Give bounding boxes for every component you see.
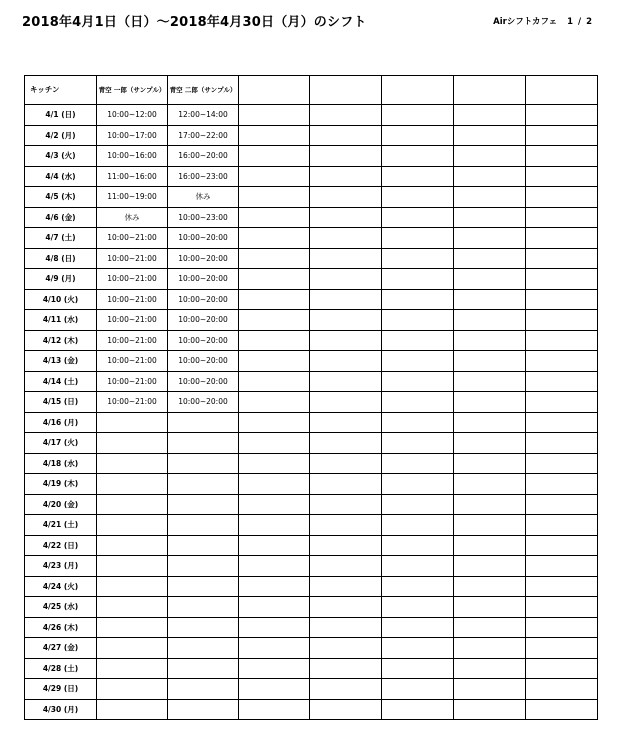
section-label: キッチン [25,76,97,105]
shift-cell [454,474,526,495]
shift-cell: 10:00~20:00 [168,248,239,269]
date-cell: 4/18 (水) [25,453,97,474]
shift-cell [168,658,239,679]
shift-cell [168,617,239,638]
shift-cell [382,433,454,454]
shift-cell [454,576,526,597]
shift-cell: 10:00~16:00 [97,146,168,167]
shift-cell [97,556,168,577]
shift-cell [454,187,526,208]
shift-cell [97,535,168,556]
shift-cell: 10:00~21:00 [97,248,168,269]
shift-cell [382,494,454,515]
shift-cell [310,453,382,474]
date-cell: 4/29 (日) [25,679,97,700]
shift-cell [239,597,310,618]
shift-cell [382,515,454,536]
shift-cell [526,597,598,618]
shift-cell: 10:00~20:00 [168,269,239,290]
shift-cell: 10:00~21:00 [97,269,168,290]
table-row [25,412,598,433]
shift-cell [454,535,526,556]
shift-cell [97,433,168,454]
shift-cell [454,638,526,659]
shift-cell [454,207,526,228]
date-cell: 4/5 (木) [25,187,97,208]
page-title: 2018年4月1日（日）～2018年4月30日（月）のシフト [22,15,367,30]
shift-cell [526,576,598,597]
shift-cell [382,597,454,618]
shift-cell: 11:00~16:00 [97,166,168,187]
shift-cell [168,433,239,454]
shift-cell [526,248,598,269]
shift-cell [382,679,454,700]
shift-cell: 10:00~20:00 [168,310,239,331]
date-cell: 4/9 (月) [25,269,97,290]
member-header [454,76,526,105]
shift-cell [526,658,598,679]
shift-cell [310,515,382,536]
shift-cell [97,597,168,618]
table-row [25,433,598,454]
table-row [25,248,598,269]
shift-cell [239,310,310,331]
shift-cell [382,351,454,372]
shift-cell [454,556,526,577]
table-row [25,269,598,290]
shift-cell [526,146,598,167]
shift-cell [310,371,382,392]
shift-cell [239,515,310,536]
shift-cell [239,433,310,454]
date-cell: 4/16 (月) [25,412,97,433]
table-row [25,699,598,720]
shift-cell [239,289,310,310]
shift-cell [382,248,454,269]
shift-cell [382,207,454,228]
shift-cell [239,146,310,167]
shift-cell [168,638,239,659]
shift-cell [310,187,382,208]
store-name: Airシフトカフェ [493,17,558,27]
shift-cell [526,105,598,126]
shift-cell [382,310,454,331]
shift-cell [310,105,382,126]
shift-cell [310,433,382,454]
shift-cell: 10:00~20:00 [168,371,239,392]
member-header: 青空 二郎（サンプル） [168,76,239,105]
shift-cell [239,535,310,556]
shift-cell [382,269,454,290]
shift-cell [310,658,382,679]
shift-cell [454,597,526,618]
date-cell: 4/20 (金) [25,494,97,515]
shift-cell [454,617,526,638]
member-header [239,76,310,105]
table-row [25,392,598,413]
table-row [25,556,598,577]
date-cell: 4/11 (水) [25,310,97,331]
shift-cell [310,597,382,618]
shift-cell: 10:00~20:00 [168,228,239,249]
shift-cell [454,371,526,392]
table-row [25,105,598,126]
shift-cell [526,699,598,720]
shift-cell [382,535,454,556]
shift-cell [526,289,598,310]
date-cell: 4/6 (金) [25,207,97,228]
shift-cell: 11:00~19:00 [97,187,168,208]
shift-cell [454,351,526,372]
shift-cell [310,289,382,310]
shift-cell [310,556,382,577]
shift-cell [382,638,454,659]
shift-cell: 10:00~20:00 [168,330,239,351]
shift-cell [168,535,239,556]
shift-cell: 10:00~21:00 [97,228,168,249]
shift-cell [168,556,239,577]
shift-cell [382,617,454,638]
shift-cell [382,658,454,679]
shift-cell [239,392,310,413]
shift-cell [382,576,454,597]
shift-cell [454,494,526,515]
page-meta [493,15,593,27]
date-cell: 4/30 (月) [25,699,97,720]
table-row [25,453,598,474]
shift-cell [526,228,598,249]
shift-cell [526,330,598,351]
shift-cell [382,228,454,249]
date-cell: 4/7 (土) [25,228,97,249]
shift-cell [168,494,239,515]
shift-cell [239,474,310,495]
shift-cell [310,351,382,372]
shift-cell: 16:00~23:00 [168,166,239,187]
shift-cell [239,166,310,187]
shift-cell: 10:00~20:00 [168,351,239,372]
shift-cell [526,351,598,372]
shift-cell [239,371,310,392]
shift-cell [168,474,239,495]
shift-cell: 12:00~14:00 [168,105,239,126]
shift-cell [526,474,598,495]
shift-cell [526,679,598,700]
shift-cell: 16:00~20:00 [168,146,239,167]
shift-cell [310,125,382,146]
shift-cell [454,146,526,167]
shift-cell [526,166,598,187]
date-cell: 4/24 (火) [25,576,97,597]
shift-cell [382,392,454,413]
shift-cell [454,412,526,433]
table-row [25,474,598,495]
shift-cell [239,617,310,638]
shift-cell [239,699,310,720]
shift-cell [310,474,382,495]
shift-cell [310,310,382,331]
table-row [25,125,598,146]
shift-cell [382,289,454,310]
shift-cell [97,453,168,474]
shift-cell [382,187,454,208]
shift-cell [526,310,598,331]
shift-cell [310,228,382,249]
shift-cell [97,699,168,720]
shift-cell [168,412,239,433]
shift-cell [526,515,598,536]
member-header: 青空 一郎（サンプル） [97,76,168,105]
shift-cell [310,535,382,556]
shift-cell [526,269,598,290]
shift-cell [526,617,598,638]
shift-cell [239,351,310,372]
shift-cell [239,330,310,351]
shift-cell [382,412,454,433]
shift-cell [526,207,598,228]
shift-cell [239,638,310,659]
date-cell: 4/2 (月) [25,125,97,146]
shift-cell [239,228,310,249]
member-header [382,76,454,105]
member-header [526,76,598,105]
shift-cell [310,679,382,700]
shift-cell [239,105,310,126]
shift-cell [310,248,382,269]
page-number: 1 / 2 [567,17,593,27]
date-cell: 4/21 (土) [25,515,97,536]
shift-cell [310,392,382,413]
date-cell: 4/17 (火) [25,433,97,454]
shift-cell [526,638,598,659]
shift-cell [454,125,526,146]
shift-cell [168,453,239,474]
shift-cell [97,617,168,638]
shift-cell: 10:00~21:00 [97,392,168,413]
date-cell: 4/4 (水) [25,166,97,187]
shift-cell [382,146,454,167]
table-row [25,207,598,228]
shift-cell: 10:00~21:00 [97,310,168,331]
date-cell: 4/13 (金) [25,351,97,372]
shift-cell: 10:00~23:00 [168,207,239,228]
shift-cell [382,556,454,577]
shift-cell [454,248,526,269]
table-row [25,576,598,597]
shift-cell: 休み [97,207,168,228]
shift-cell [97,412,168,433]
table-row [25,146,598,167]
shift-cell [239,125,310,146]
shift-cell: 10:00~21:00 [97,289,168,310]
shift-cell: 10:00~12:00 [97,105,168,126]
shift-cell: 10:00~17:00 [97,125,168,146]
shift-cell [382,330,454,351]
shift-cell [382,474,454,495]
shift-cell [454,310,526,331]
table-row [25,371,598,392]
shift-cell [168,515,239,536]
shift-table [24,75,598,720]
shift-cell [310,207,382,228]
table-row [25,187,598,208]
table-row [25,617,598,638]
shift-cell: 10:00~21:00 [97,371,168,392]
shift-cell [526,433,598,454]
table-row [25,597,598,618]
shift-cell [526,556,598,577]
shift-cell [239,679,310,700]
shift-cell [239,269,310,290]
date-cell: 4/23 (月) [25,556,97,577]
table-row [25,310,598,331]
shift-cell [97,658,168,679]
shift-cell [310,412,382,433]
shift-cell [310,146,382,167]
shift-cell: 10:00~20:00 [168,289,239,310]
shift-cell [526,371,598,392]
shift-cell [526,392,598,413]
shift-cell [97,474,168,495]
shift-cell [454,515,526,536]
shift-cell [526,535,598,556]
shift-cell [382,166,454,187]
shift-cell [97,679,168,700]
shift-cell: 10:00~21:00 [97,351,168,372]
date-cell: 4/3 (火) [25,146,97,167]
date-cell: 4/12 (木) [25,330,97,351]
shift-cell [97,638,168,659]
date-cell: 4/28 (土) [25,658,97,679]
shift-cell [239,453,310,474]
table-row [25,351,598,372]
shift-cell: 17:00~22:00 [168,125,239,146]
shift-cell [168,679,239,700]
member-header [310,76,382,105]
table-row [25,638,598,659]
table-header-row [25,76,598,105]
date-cell: 4/1 (日) [25,105,97,126]
shift-cell [239,412,310,433]
shift-cell: 10:00~21:00 [97,330,168,351]
shift-cell [526,125,598,146]
shift-cell [454,679,526,700]
table-row [25,228,598,249]
shift-cell [454,166,526,187]
date-cell: 4/15 (日) [25,392,97,413]
shift-cell [239,658,310,679]
date-cell: 4/25 (水) [25,597,97,618]
shift-cell [239,576,310,597]
shift-cell [454,658,526,679]
date-cell: 4/14 (土) [25,371,97,392]
shift-cell [97,494,168,515]
date-cell: 4/22 (日) [25,535,97,556]
shift-cell [454,453,526,474]
shift-cell [454,289,526,310]
shift-cell [97,515,168,536]
shift-cell [454,105,526,126]
table-row [25,289,598,310]
shift-cell [382,453,454,474]
shift-cell [239,494,310,515]
table-row [25,535,598,556]
shift-cell [382,105,454,126]
table-row [25,166,598,187]
shift-cell [239,207,310,228]
shift-cell [310,166,382,187]
shift-cell [526,412,598,433]
table-row [25,494,598,515]
shift-cell [168,576,239,597]
table-row [25,515,598,536]
shift-cell [310,617,382,638]
shift-cell [454,228,526,249]
shift-cell [239,556,310,577]
shift-cell [239,187,310,208]
shift-cell [454,392,526,413]
date-cell: 4/10 (火) [25,289,97,310]
shift-cell [239,248,310,269]
shift-cell [454,433,526,454]
shift-cell [454,699,526,720]
shift-cell [310,638,382,659]
shift-cell [310,330,382,351]
shift-cell [382,371,454,392]
shift-cell: 休み [168,187,239,208]
shift-cell [310,699,382,720]
shift-cell [97,576,168,597]
shift-cell: 10:00~20:00 [168,392,239,413]
shift-cell [526,494,598,515]
shift-cell [526,453,598,474]
shift-cell [454,269,526,290]
shift-cell [382,125,454,146]
table-row [25,658,598,679]
table-row [25,330,598,351]
shift-cell [168,597,239,618]
shift-cell [310,269,382,290]
shift-table-body [25,105,598,720]
shift-cell [310,576,382,597]
shift-cell [454,330,526,351]
date-cell: 4/27 (金) [25,638,97,659]
shift-cell [168,699,239,720]
date-cell: 4/8 (日) [25,248,97,269]
shift-cell [310,494,382,515]
shift-cell [526,187,598,208]
date-cell: 4/26 (木) [25,617,97,638]
table-row [25,679,598,700]
date-cell: 4/19 (木) [25,474,97,495]
shift-cell [382,699,454,720]
